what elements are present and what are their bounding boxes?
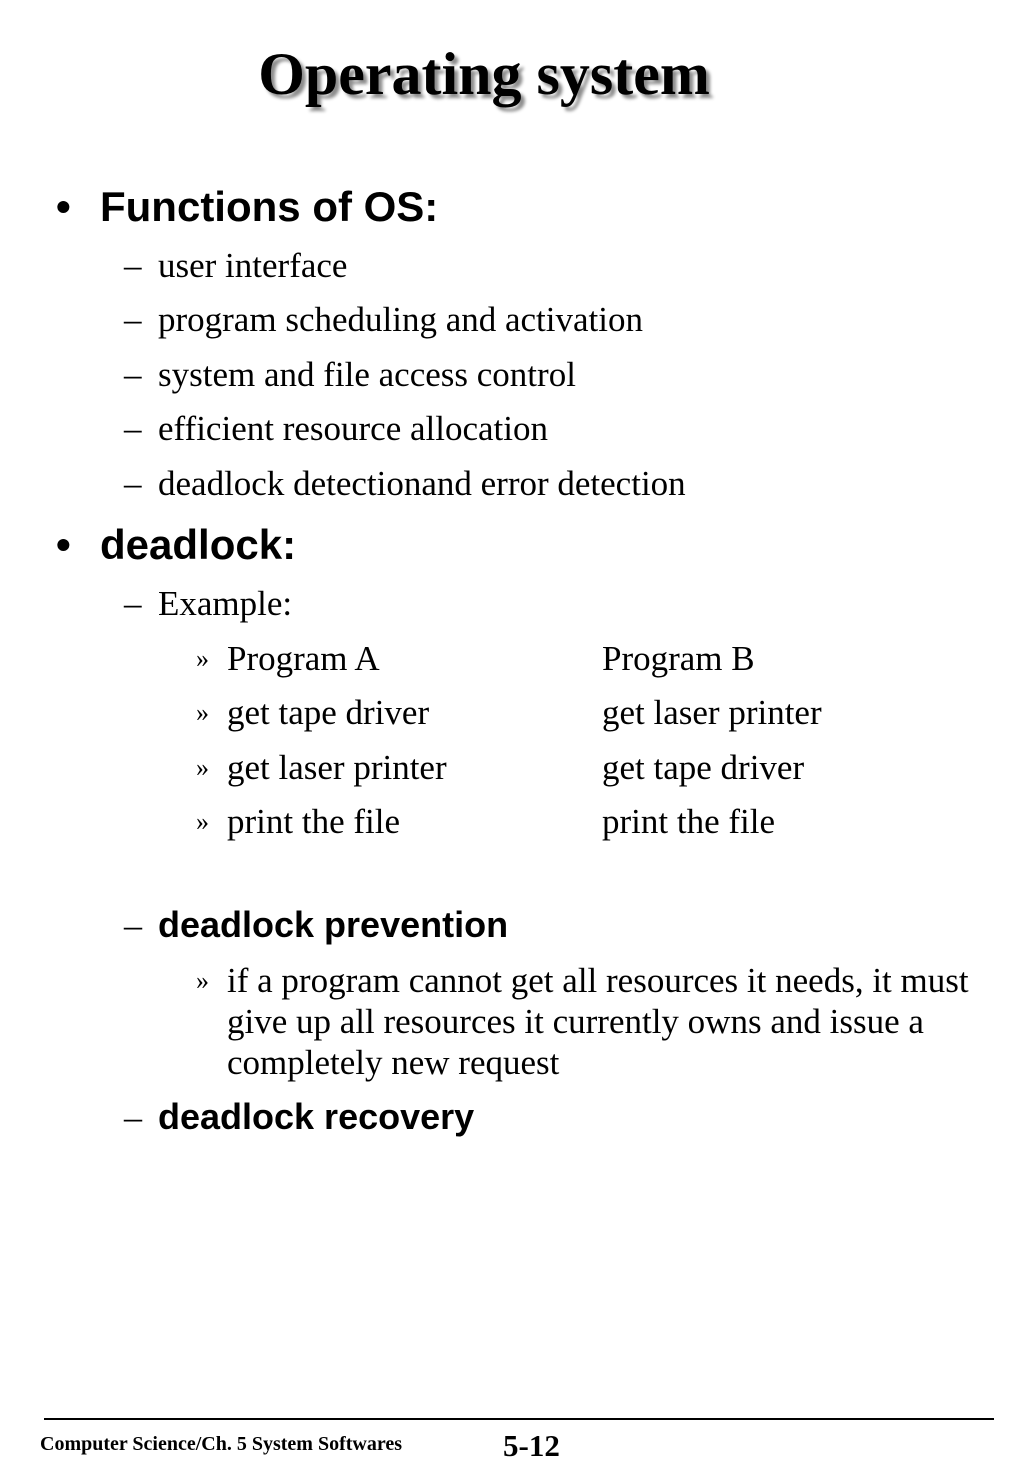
- dash-mark: –: [124, 1097, 142, 1137]
- deadlock-prevention-description: [196, 960, 986, 1083]
- program-b-cell: print the file: [602, 802, 776, 841]
- bullet-heading: deadlock:: [100, 521, 297, 568]
- function-item-text: deadlock detectionand error detection: [158, 464, 686, 503]
- deadlock-recovery-item: [124, 1095, 474, 1139]
- program-b-cell: Program B: [602, 639, 755, 678]
- deadlock-recovery-heading: deadlock recovery: [158, 1096, 475, 1137]
- program-b-cell: get tape driver: [602, 748, 805, 787]
- function-item: [124, 298, 643, 342]
- example-row: [196, 637, 755, 681]
- dash-mark: –: [124, 300, 142, 339]
- dash-mark: –: [124, 409, 142, 448]
- function-item: [124, 462, 686, 506]
- program-a-cell: get laser printer: [227, 748, 447, 787]
- function-item-text: user interface: [158, 246, 348, 285]
- bullet-heading: Functions of OS:: [100, 183, 439, 230]
- example-item: [124, 582, 292, 626]
- bullet-functions-of-os: [56, 182, 438, 232]
- page-number: 5-12: [503, 1428, 560, 1463]
- sub-mark: »: [196, 698, 209, 727]
- sub-mark: »: [196, 644, 209, 673]
- bullet-mark: •: [56, 521, 71, 568]
- dash-mark: –: [124, 905, 142, 945]
- program-a-cell: Program A: [227, 639, 380, 678]
- dash-mark: –: [124, 355, 142, 394]
- dash-mark: –: [124, 464, 142, 503]
- deadlock-prevention-heading: deadlock prevention: [158, 904, 509, 945]
- program-a-cell: get tape driver: [227, 693, 430, 732]
- bullet-deadlock: [56, 520, 296, 570]
- example-row: [196, 746, 804, 790]
- footer-divider: [44, 1418, 994, 1420]
- program-a-cell: print the file: [227, 802, 401, 841]
- example-label: Example:: [158, 584, 293, 623]
- function-item-text: program scheduling and activation: [158, 300, 643, 339]
- deadlock-prevention-text: if a program cannot get all resources it needs, it must give up all resources it currently owns and issue a completely new request: [227, 961, 969, 1082]
- function-item: [124, 407, 548, 451]
- sub-mark: »: [196, 753, 209, 782]
- dash-mark: –: [124, 584, 142, 623]
- function-item: [124, 353, 576, 397]
- sub-mark: »: [196, 966, 209, 995]
- example-row: [196, 800, 775, 844]
- footer-course: Computer Science/Ch. 5 System Softwares: [40, 1433, 403, 1455]
- slide-title: Operating system: [258, 41, 710, 107]
- dash-mark: –: [124, 246, 142, 285]
- function-item-text: system and file access control: [158, 355, 576, 394]
- deadlock-prevention-item: [124, 903, 508, 947]
- function-item-text: efficient resource allocation: [158, 409, 548, 448]
- example-row: [196, 691, 822, 735]
- sub-mark: »: [196, 807, 209, 836]
- function-item: [124, 244, 347, 288]
- bullet-mark: •: [56, 183, 71, 230]
- program-b-cell: get laser printer: [602, 693, 822, 732]
